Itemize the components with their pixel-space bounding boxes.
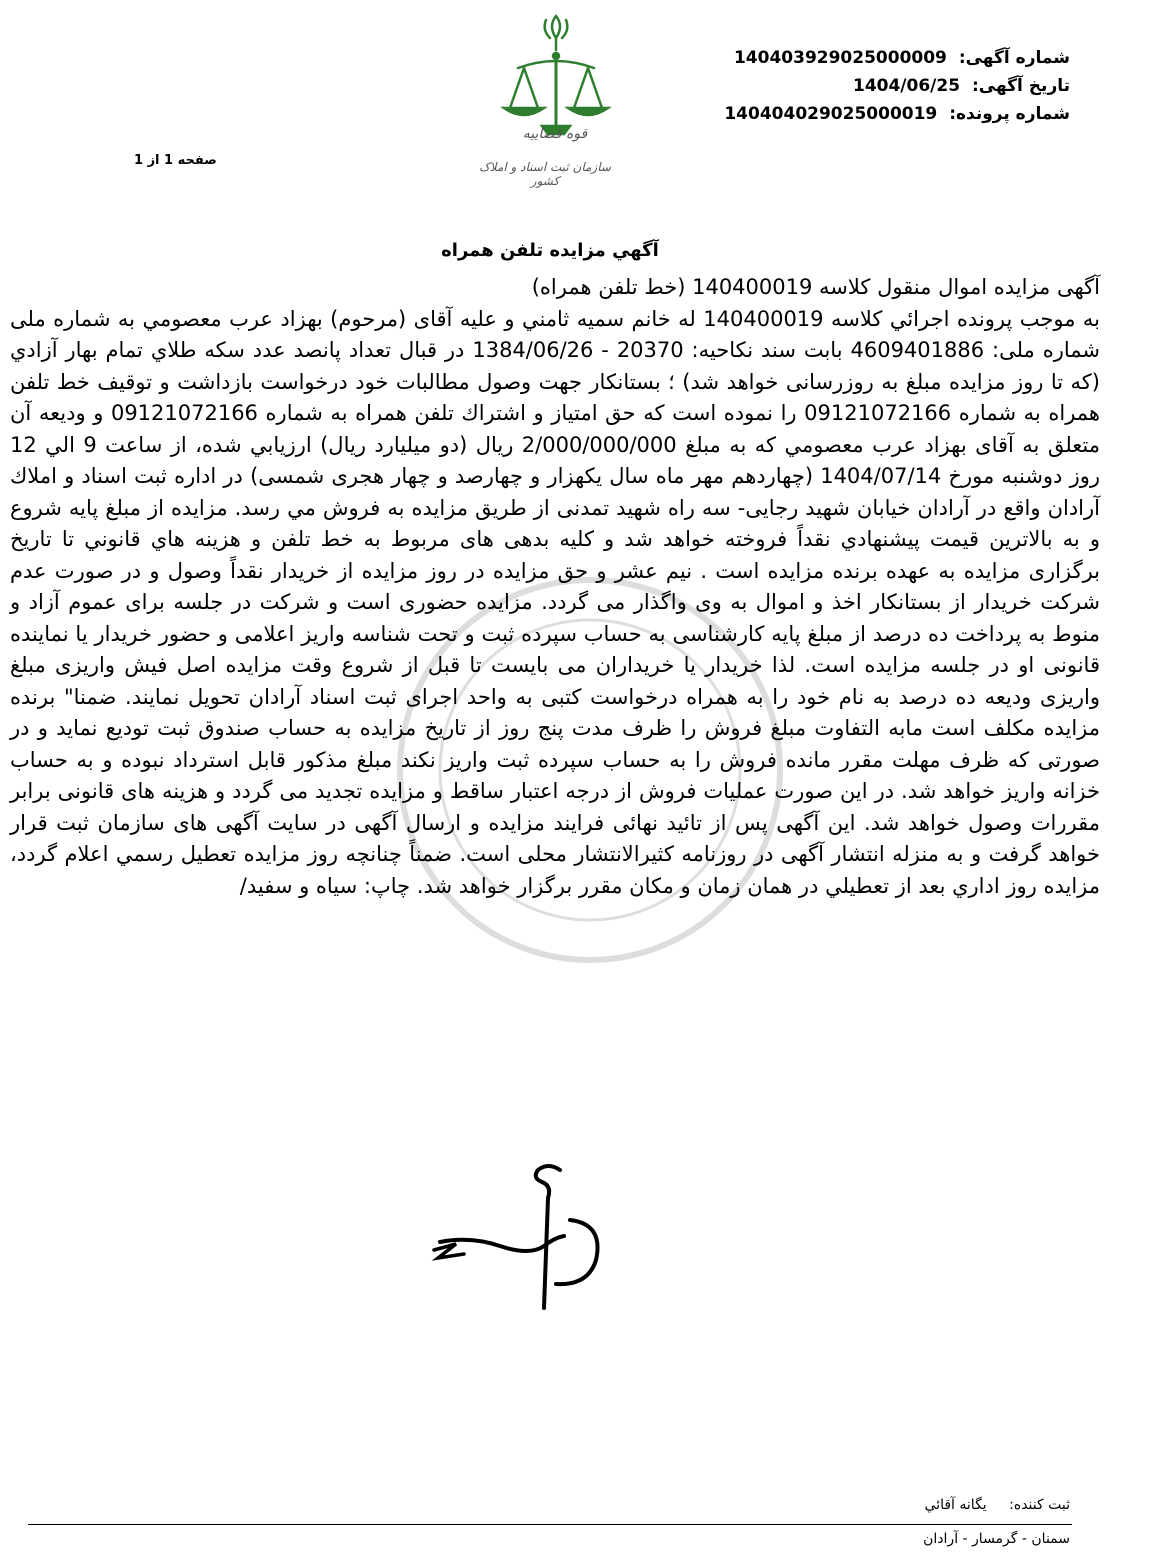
registered-by-name: يگانه آقائي bbox=[924, 1497, 987, 1513]
registered-by bbox=[925, 1497, 1070, 1513]
signature bbox=[420, 1150, 640, 1320]
ad-number-row bbox=[724, 44, 1070, 72]
judiciary-emblem-logo bbox=[470, 8, 620, 188]
emblem-caption-2: سازمان ثبت اسناد و املاک کشور bbox=[479, 160, 611, 188]
ad-meta-block bbox=[724, 44, 1070, 128]
ad-number-label: شماره آگهی: bbox=[958, 48, 1070, 68]
registered-by-label: ثبت کننده: bbox=[1009, 1497, 1070, 1513]
body-paragraph: به موجب پرونده اجرائي كلاسه 140400019 له خانم سميه ثامني و علیه آقای (مرحوم) بهزاد عرب معصومي به شماره ملی شماره ملی: 4609401886 بابت سند نکاحیه: 20370 - 1384/06/26 در قبال تعداد پانصد عدد سكه طلاي تمام بهار آزادي (كه تا روز مزايده مبلغ به روزرسانی خواهد شد) ؛ بستانکار جهت وصول مطالبات خود درخواست بازداشت و توقيف خط تلفن همراه به شماره 09121072166 را نموده است كه حق امتياز و اشتراك تلفن همراه به شماره 09121072166 و ودیعه آن متعلق به آقای بهزاد عرب معصومي كه به مبلغ 2/000/000/000 ريال (دو ميليارد ريال) ارزيابي شده، از ساعت 9 الي 12 روز دوشنبه مورخ 1404/07/14 (چهاردهم مهر ماه سال یکهزار و چهارصد و چهار هجری شمسی) در اداره ثبت اسناد و املاك آرادان واقع در آرادان خيابان شهيد رجايی- سه راه شهيد تمدنی از طريق مزايده به فروش مي رسد. مزايده از مبلغ پايه شروع و به بالاترين قيمت پيشنهادي نقداً فروخته خواهد شد و كليه بدهی های مربوط به خط تلفن و هزينه هاي قانوني تا تاريخ برگزاری مزايده به عهده برنده مزايده است . نيم عشر و حق مزايده در روز مزايده از خريدار نقداً وصول و در صورت عدم شرکت خريدار از بستانکار اخذ و اموال به وی واگذار می گردد. مزایده حضوری است و شرکت در جلسه برای عموم آزاد و منوط به پرداخت ده درصد از مبلغ پایه کارشناسی به حساب سپرده ثبت و تحت شناسه واریز اعلامی و حضور خریدار یا نماینده قانونی او در جلسه مزایده است. لذا خریدار یا خریداران می بایست تا قبل از شروع وقت مزایده اصل فیش واریزی مبلغ واریزی ودیعه ده درصد به نام خود را به همراه درخواست کتبی به واحد اجرای ثبت اسناد آرادان تحویل نمایند. ضمنا" برنده مزایده مکلف است مابه التفاوت مبلغ فروش را ظرف مدت پنج روز از تاریخ مزایده به حساب صندوق ثبت تودیع نماید و در صورتی که ظرف مهلت مقرر مانده فروش را به حساب سپرده ثبت واریز نکند مبلغ مذکور قابل استرداد نبوده و به حساب خزانه واریز خواهد شد. در این صورت عملیات فروش از درجه اعتبار ساقط و مزایده تجدید می گردد و هزینه های قانونی برابر مقررات وصول خواهد شد. این آگهی پس از تائید نهائی فرایند مزایده و ارسال آگهی در سایت آگهی های سازمان ثبت قرار خواهد گرفت و به منزله انتشار آگهی در روزنامه کثیرالانتشار محلی است. ضمناً چنانچه روز مزايده تعطيل رسمي اعلام گردد، مزايده روز اداري بعد از تعطيلي در همان زمان و مكان مقرر برگزار خواهد شد. چاپ: سیاه و سفید/ bbox=[10, 306, 1101, 898]
emblem-caption-1: قوه قضاییه bbox=[522, 126, 588, 142]
body-heading-line: آگهی مزایده اموال منقول کلاسه 140400019 (خط تلفن همراه) bbox=[531, 275, 1100, 299]
case-number-row bbox=[724, 100, 1070, 128]
page-counter: صفحه 1 از 1 bbox=[134, 153, 217, 168]
ad-date: 1404/06/25 bbox=[852, 76, 961, 96]
office-location: سمنان - گرمسار - آرادان bbox=[923, 1531, 1070, 1547]
ad-number: 140403929025000009 bbox=[733, 48, 947, 68]
ad-date-row bbox=[724, 72, 1070, 100]
case-number: 140404029025000019 bbox=[724, 104, 938, 124]
case-number-label: شماره پرونده: bbox=[949, 104, 1070, 124]
document-title: آگهي مزايده تلفن همراه bbox=[441, 240, 659, 261]
ad-date-label: تاریخ آگهی: bbox=[971, 76, 1070, 96]
footer-divider bbox=[28, 1524, 1072, 1525]
document-body bbox=[10, 272, 1100, 902]
